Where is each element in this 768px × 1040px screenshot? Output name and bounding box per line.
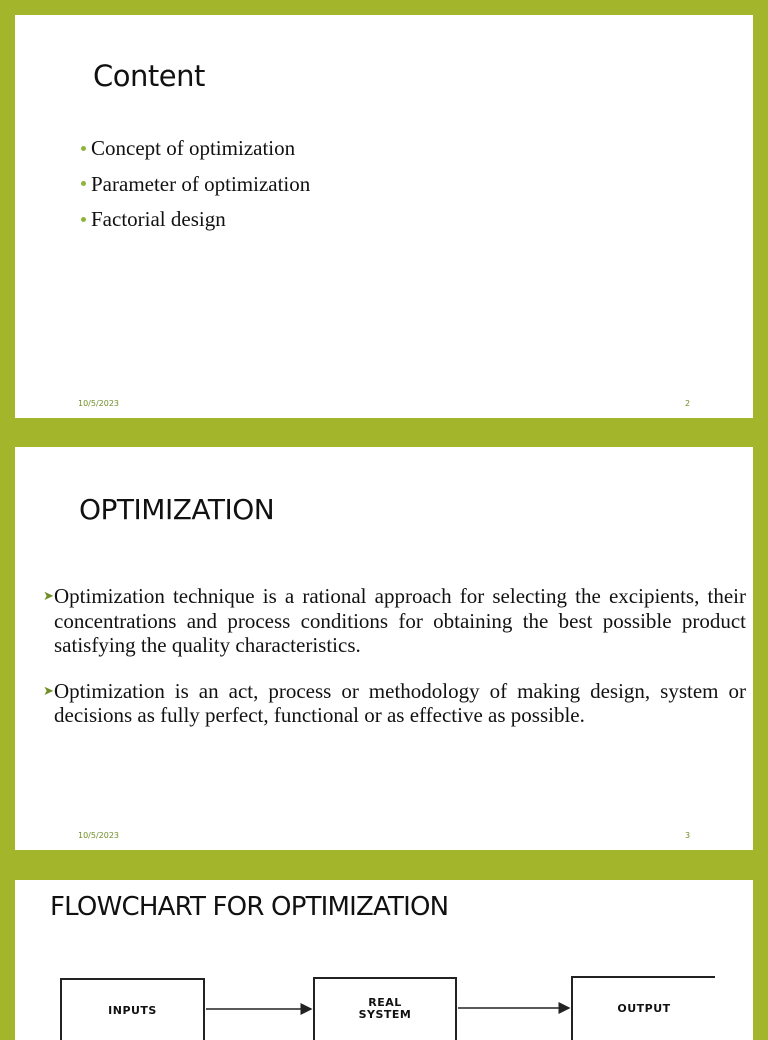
flow-box-real-system: REAL SYSTEM bbox=[313, 977, 457, 1040]
bullet-list bbox=[81, 131, 310, 238]
bullet-item: Concept of optimization bbox=[81, 131, 310, 167]
slide-number: 3 bbox=[685, 831, 691, 840]
bullet-item: Parameter of optimization bbox=[81, 167, 310, 203]
slide-number: 2 bbox=[685, 399, 691, 408]
footer-date: 10/5/2023 bbox=[78, 831, 120, 840]
slide-title: FLOWCHART FOR OPTIMIZATION bbox=[50, 892, 449, 922]
slide-flowchart bbox=[15, 880, 753, 1040]
flow-box-output: OUTPUT bbox=[571, 976, 715, 1040]
slide-optimization bbox=[15, 447, 753, 850]
flow-box-inputs: INPUTS bbox=[60, 978, 205, 1040]
slide-title: Content bbox=[93, 59, 205, 93]
slide-content bbox=[15, 15, 753, 418]
bullet-dot-icon bbox=[81, 217, 86, 222]
bullet-dot-icon bbox=[81, 181, 86, 186]
footer-date: 10/5/2023 bbox=[78, 399, 120, 408]
arrow-bullet-icon: ➤ bbox=[43, 588, 54, 603]
paragraph-item: ➤ Optimization technique is a rational approach for selecting the excipients, their concentrations and process conditions for obtaining the best possible product satisfying the quality characteristics. bbox=[43, 584, 746, 657]
paragraph-list bbox=[43, 563, 746, 731]
paragraph-item: ➤ Optimization is an act, process or methodology of making design, system or decisions as fully perfect, functional or as effective as possible. bbox=[43, 678, 746, 727]
bullet-dot-icon bbox=[81, 146, 86, 151]
arrow-bullet-icon: ➤ bbox=[43, 682, 54, 698]
slide-title: OPTIMIZATION bbox=[79, 493, 275, 526]
bullet-item: Factorial design bbox=[81, 202, 310, 238]
